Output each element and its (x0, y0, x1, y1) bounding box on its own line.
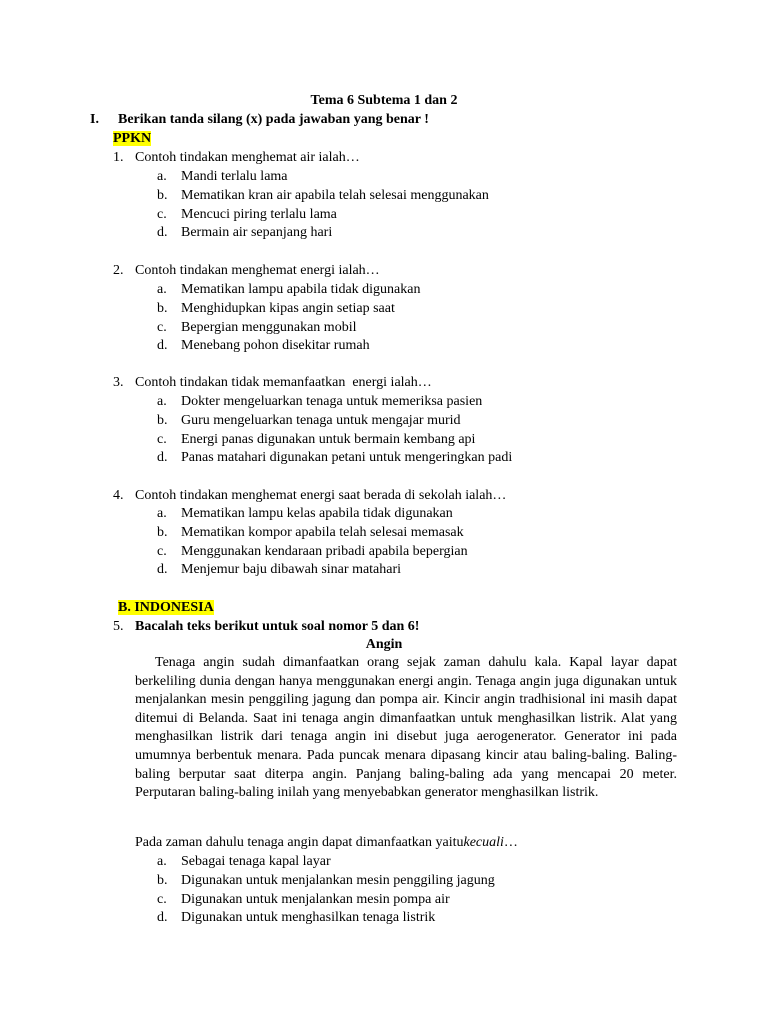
option-text: Mencuci piring terlalu lama (181, 206, 337, 222)
option-text: Menjemur baju dibawah sinar matahari (181, 562, 402, 578)
option-text: Mematikan kompor apabila telah selesai memasak (181, 524, 464, 540)
option-item[interactable] (157, 871, 495, 890)
option-text: Panas matahari digunakan petani untuk mengeringkan padi (181, 450, 513, 466)
option-letter: a. (157, 169, 167, 184)
option-text: Mematikan kran air apabila telah selesai menggunakan (181, 187, 489, 203)
option-item[interactable] (157, 336, 420, 355)
option-text: Digunakan untuk menghasilkan tenaga listrik (181, 910, 436, 926)
option-item[interactable] (157, 392, 512, 411)
document-title: Tema 6 Subtema 1 dan 2 (310, 93, 458, 108)
option-letter: d. (157, 338, 168, 354)
option-text: Guru mengeluarkan tenaga untuk mengajar murid (181, 412, 461, 428)
option-letter: a. (157, 394, 167, 409)
passage-title: Angin (365, 637, 403, 652)
option-letter: a. (157, 854, 167, 869)
option-item[interactable] (157, 560, 468, 579)
section-number: I. (90, 112, 99, 127)
option-text: Energi panas digunakan untuk bermain kembang api (181, 431, 476, 447)
option-text: Bepergian menggunakan mobil (181, 319, 357, 335)
option-letter: d. (157, 562, 168, 578)
option-letter: b. (157, 524, 168, 540)
question-5 (113, 617, 693, 636)
question-text: Contoh tindakan menghemat energi saat berada di sekolah ialah… (135, 488, 507, 503)
option-text: Bermain air sepanjang hari (181, 225, 333, 241)
option-letter: c. (157, 206, 167, 222)
option-text: Menebang pohon disekitar rumah (181, 338, 370, 354)
question-2-options (157, 280, 420, 355)
option-text: Mematikan lampu kelas apabila tidak digunakan (181, 506, 453, 521)
question-instruction: Bacalah teks berikut untuk soal nomor 5 dan 6! (135, 619, 420, 634)
option-item[interactable] (157, 852, 495, 871)
option-letter: b. (157, 872, 168, 888)
option-text: Mematikan lampu apabila tidak digunakan (181, 282, 421, 297)
question-text: Contoh tindakan menghemat air ialah… (135, 150, 360, 165)
passage-text: Tenaga angin sudah dimanfaatkan orang sejak zaman dahulu kala. Kapal layar dapat berkeliling dunia dengan hanya menggunakan energi angin. Tenaga angin juga digunakan untuk menjalankan mesin penggiling jagung dan pompa air. Kincir angin tradhisional ini masih dapat ditemui di Belanda. Saat ini tenaga angin dimanfaatkan untuk menghasilkan listrik. Alat yang menghasilkan listrik dari tenaga angin ini disebut juga aerogenerator. Generator ini pada umumnya berbentuk menara. Pada puncak menara dipasang kincir atau baling-baling. Baling-baling berputar saat diterpa angin. Panjang baling-baling ada yang mencapai 20 meter. Perputaran baling-baling inilah yang menyebabkan generator menghasilkan listrik. (135, 655, 677, 801)
question-4 (113, 486, 693, 505)
question-5-prompt (135, 833, 518, 852)
option-letter: c. (157, 543, 167, 559)
section-instruction: Berikan tanda silang (x) pada jawaban yang benar ! (118, 112, 429, 127)
option-item[interactable] (157, 908, 495, 927)
option-letter: a. (157, 282, 167, 297)
option-letter: b. (157, 300, 168, 316)
option-item[interactable] (157, 523, 468, 542)
option-item[interactable] (157, 299, 420, 318)
question-3 (113, 373, 693, 392)
subject-indonesia-heading (118, 598, 214, 617)
question-text: Contoh tindakan tidak memanfaatkan energi ialah… (135, 375, 432, 390)
question-3-options (157, 392, 512, 467)
option-item[interactable] (157, 205, 489, 224)
section-heading (90, 110, 429, 129)
question-number: 1. (113, 150, 124, 165)
question-prompt-ellipsis: … (503, 835, 518, 850)
option-text: Dokter mengeluarkan tenaga untuk memeriksa pasien (181, 394, 483, 409)
subject-ppkn-heading (113, 129, 151, 148)
option-item[interactable] (157, 890, 495, 909)
option-letter: c. (157, 891, 167, 907)
option-item[interactable] (157, 167, 489, 186)
subject-indonesia-label: B. INDONESIA (118, 600, 214, 615)
question-prompt-text: Pada zaman dahulu tenaga angin dapat dimanfaatkan yaitu (135, 835, 464, 850)
question-text: Contoh tindakan menghemat energi ialah… (135, 263, 380, 278)
option-item[interactable] (157, 448, 512, 467)
option-letter: d. (157, 225, 168, 241)
option-item[interactable] (157, 280, 420, 299)
option-item[interactable] (157, 223, 489, 242)
question-number: 2. (113, 263, 124, 278)
question-prompt-emphasis: kecuali (463, 835, 504, 850)
option-text: Digunakan untuk menjalankan mesin pompa air (181, 891, 450, 907)
option-text: Digunakan untuk menjalankan mesin penggiling jagung (181, 872, 495, 888)
option-letter: c. (157, 319, 167, 335)
question-1 (113, 148, 693, 167)
option-letter: c. (157, 431, 167, 447)
option-text: Menggunakan kendaraan pribadi apabila bepergian (181, 543, 468, 559)
option-item[interactable] (157, 186, 489, 205)
question-5-options (157, 852, 495, 927)
question-1-options (157, 167, 489, 242)
option-letter: b. (157, 187, 168, 203)
question-number: 5. (113, 619, 124, 634)
question-2 (113, 261, 693, 280)
option-text: Sebagai tenaga kapal layar (181, 854, 331, 869)
option-text: Mandi terlalu lama (181, 169, 288, 184)
option-item[interactable] (157, 542, 468, 561)
option-item[interactable] (157, 318, 420, 337)
option-item[interactable] (157, 504, 468, 523)
question-4-options (157, 504, 468, 579)
option-letter: a. (157, 506, 167, 521)
question-number: 4. (113, 488, 124, 503)
subject-ppkn-label: PPKN (113, 131, 152, 146)
option-letter: b. (157, 412, 168, 428)
question-number: 3. (113, 375, 124, 390)
option-item[interactable] (157, 411, 512, 430)
option-letter: d. (157, 910, 168, 926)
option-text: Menghidupkan kipas angin setiap saat (181, 300, 395, 316)
option-item[interactable] (157, 430, 512, 449)
option-letter: d. (157, 450, 168, 466)
